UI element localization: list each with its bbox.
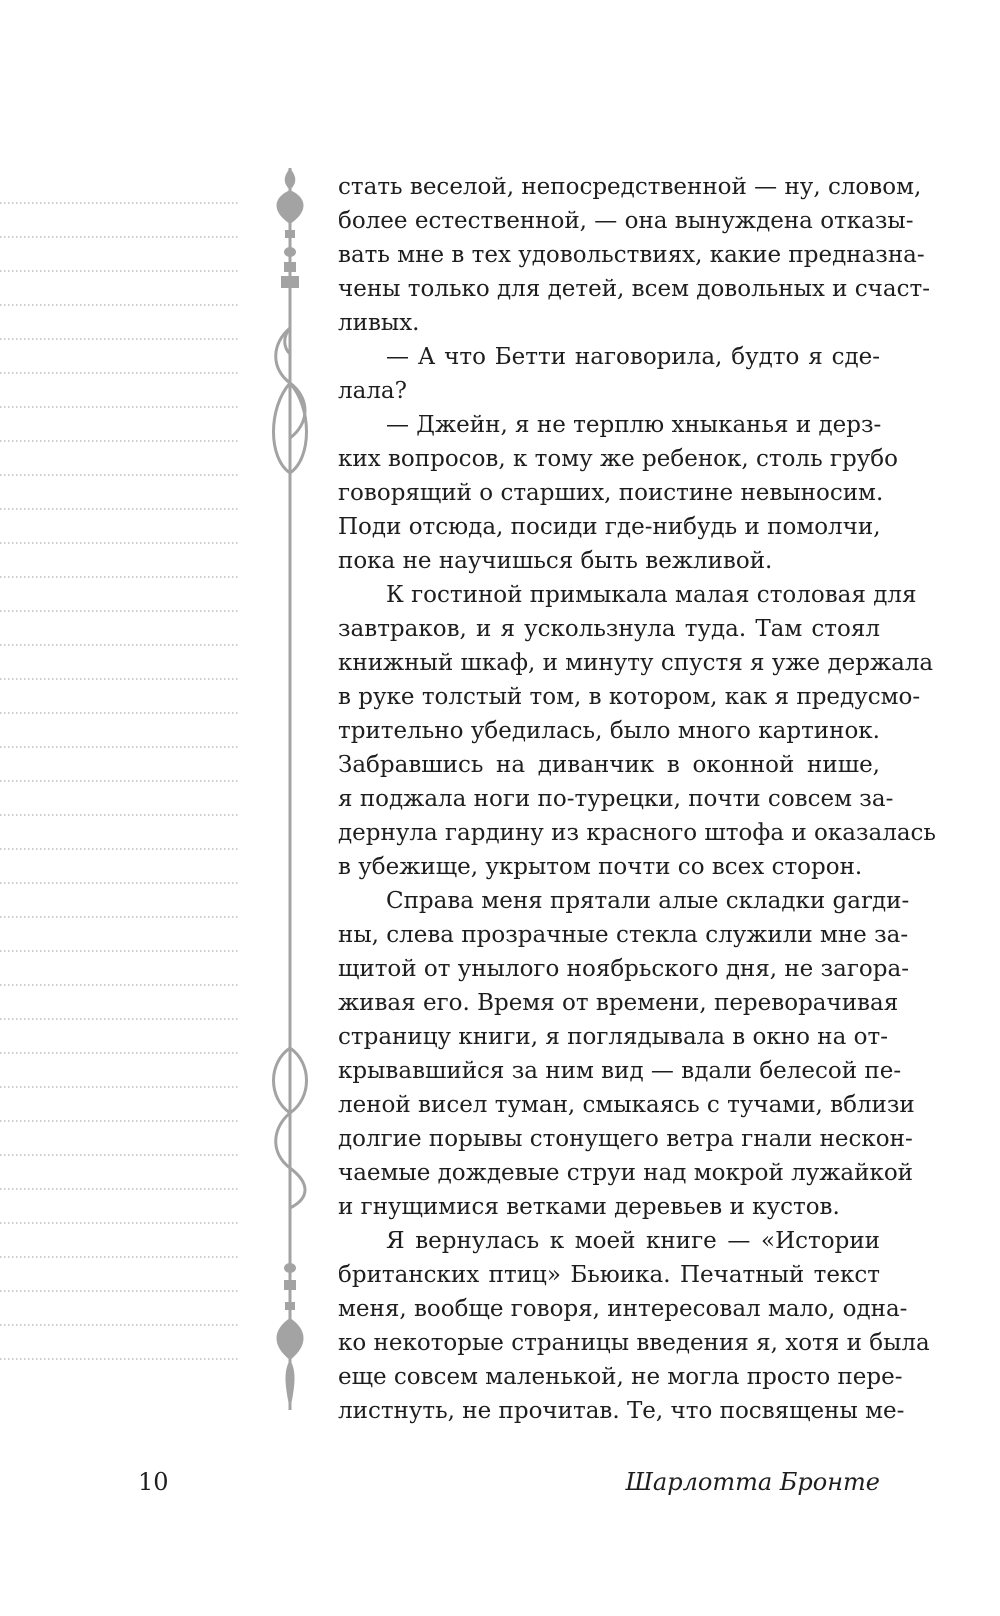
text-line: британских птиц» Бьюика. Печатный текст [338,1262,880,1288]
text-line: леной висел туман, смыкаясь с тучами, вблизи [338,1092,915,1118]
text-line: говорящий о старших, поистине невыносим. [338,480,884,506]
text-line: дернула гардину из красного штофа и оказалась [338,820,936,846]
text-line: чены только для детей, всем довольных и счаст- [338,276,930,302]
decorative-vertical-ornament [262,168,318,1410]
text-line: Поди отсюда, посиди где-нибудь и помолчи, [338,514,881,540]
text-line: лала? [338,378,407,404]
text-line: долгие порывы стонущего ветра гнали нескон- [338,1126,913,1152]
text-line: ливых. [338,310,420,336]
text-line: я поджала ноги по-турецки, почти совсем за- [338,786,894,812]
text-line: завтраков, и я ускользнула туда. Там стоял [338,616,880,642]
page-number: 10 [138,1468,169,1496]
text-line: чаемые дождевые струи над мокрой лужайкой [338,1160,913,1186]
text-line: ны, слева прозрачные стекла служили мне за- [338,922,909,948]
text-line: Я вернулась к моей книге — «Истории [386,1228,880,1254]
text-line: и гнущимися ветками деревьев и кустов. [338,1194,840,1220]
text-line: страницу книги, я поглядывала в окно на от- [338,1024,888,1050]
text-line: щитой от унылого ноябрьского дня, не загора- [338,956,909,982]
text-line: более естественной, — она вынуждена отказы- [338,208,914,234]
text-line: книжный шкаф, и минуту спустя я уже держала [338,650,934,676]
text-line: листнуть, не прочитав. Те, что посвящены ме- [338,1398,905,1424]
text-line: живая его. Время от времени, переворачивая [338,990,899,1016]
text-line: еще совсем маленькой, не могла просто пере- [338,1364,903,1390]
text-line: Справа меня прятали алые складки garди- [386,888,910,914]
running-footer-author: Шарлотта Бронте [625,1468,880,1496]
text-line: ких вопросов, к тому же ребенок, столь грубо [338,446,898,472]
text-line: Забравшись на диванчик в оконной нише, [338,752,880,778]
text-line: К гостиной примыкала малая столовая для [386,582,917,608]
margin-ruled-lines [0,0,250,1616]
text-line: ко некоторые страницы введения я, хотя и была [338,1330,930,1356]
text-line: трительно убедилась, было много картинок. [338,718,880,744]
text-line: стать веселой, непосредственной — ну, словом, [338,174,922,200]
text-line: — А что Бетти наговорила, будто я сде- [386,344,880,370]
text-line: — Джейн, я не терплю хныканья и дерз- [386,412,882,438]
text-line: пока не научишься быть вежливой. [338,548,773,574]
text-line: в убежище, укрытом почти со всех сторон. [338,854,863,880]
text-line: вать мне в тех удовольствиях, какие предназна- [338,242,925,268]
text-line: меня, вообще говоря, интересовал мало, одна- [338,1296,908,1322]
text-line: в руке толстый том, в котором, как я предусмо- [338,684,921,710]
body-text [338,170,936,1428]
text-line: крывавшийся за ним вид — вдали белесой пе- [338,1058,902,1084]
